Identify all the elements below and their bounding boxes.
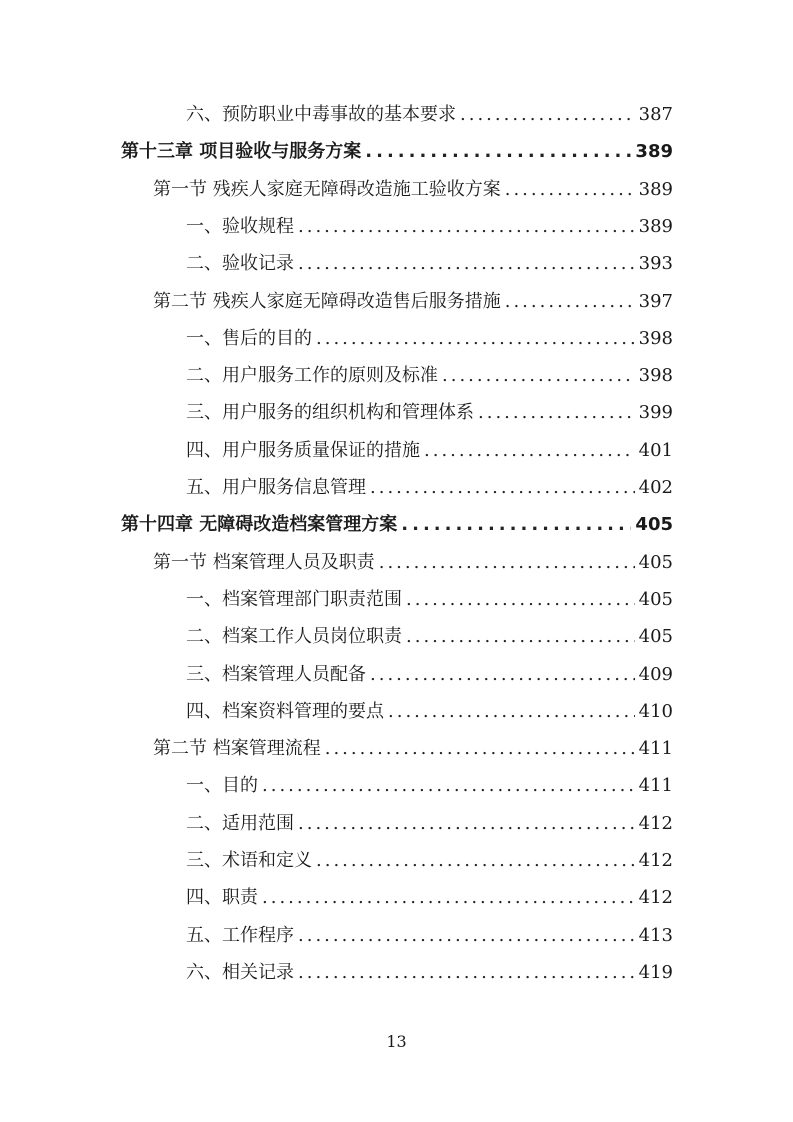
toc-entry-page: 405 [635, 514, 673, 536]
page-number: 13 [386, 1032, 407, 1051]
toc-entry-page: 387 [638, 104, 673, 125]
toc-entry-title: 一、售后的目的 [186, 327, 312, 349]
toc-section-entry[interactable] [153, 287, 673, 317]
toc-entry-page: 413 [638, 924, 673, 946]
toc-dot-leader [316, 324, 635, 354]
toc-entry-page: 412 [638, 850, 673, 871]
toc-dot-leader [298, 809, 635, 839]
toc-entry-page: 419 [638, 961, 673, 983]
toc-section-entry[interactable] [153, 734, 673, 764]
toc-entry-page: 410 [638, 700, 673, 722]
toc-entry-page: 411 [638, 738, 673, 760]
toc-entry-title: 五、工作程序 [186, 924, 294, 946]
toc-entry-page: 389 [638, 178, 673, 200]
toc-dot-leader [406, 622, 635, 652]
toc-dot-leader [505, 175, 635, 205]
toc-subsection-entry[interactable] [186, 212, 673, 242]
toc-entry-page: 409 [638, 663, 673, 685]
toc-entry-title: 第二节 残疾人家庭无障碍改造售后服务措施 [153, 290, 501, 312]
toc-chapter-entry[interactable] [121, 137, 673, 167]
toc-entry-title: 四、职责 [186, 887, 258, 909]
toc-entry-page: 412 [638, 887, 673, 909]
toc-dot-leader [424, 436, 635, 466]
toc-entry-page: 389 [638, 215, 673, 237]
toc-dot-leader [460, 100, 635, 130]
toc-subsection-entry[interactable] [186, 361, 673, 391]
toc-entry-page: 405 [638, 588, 673, 610]
toc-entry-page: 402 [638, 477, 673, 498]
toc-entry-title: 一、验收规程 [186, 215, 294, 237]
toc-dot-leader [325, 734, 635, 764]
toc-subsection-entry[interactable] [186, 958, 673, 988]
toc-subsection-entry[interactable] [186, 622, 673, 652]
toc-dot-leader [298, 921, 635, 951]
toc-subsection-entry[interactable] [186, 921, 673, 951]
toc-entry-page: 397 [638, 290, 673, 312]
toc-subsection-entry[interactable] [186, 249, 673, 279]
toc-entry-title: 第一节 档案管理人员及职责 [153, 551, 375, 573]
toc-entry-page: 398 [638, 327, 673, 349]
toc-dot-leader [388, 697, 635, 727]
toc-section-entry[interactable] [153, 548, 673, 578]
toc-entry-title: 二、适用范围 [186, 812, 294, 834]
toc-subsection-entry[interactable] [186, 324, 673, 354]
toc-entry-title: 五、用户服务信息管理 [186, 477, 366, 498]
toc-dot-leader [478, 398, 635, 428]
toc-entry-title: 二、档案工作人员岗位职责 [186, 626, 402, 648]
toc-dot-leader [365, 137, 631, 167]
toc-entry-title: 第十四章 无障碍改造档案管理方案 [121, 514, 398, 536]
toc-entry-page: 393 [638, 253, 673, 275]
toc-subsection-entry[interactable] [186, 100, 673, 130]
toc-entry-page: 405 [638, 551, 673, 573]
toc-entry-page: 401 [638, 439, 673, 461]
toc-dot-leader [406, 585, 635, 615]
toc-dot-leader [379, 548, 635, 578]
toc-entry-title: 四、用户服务质量保证的措施 [186, 439, 420, 461]
toc-dot-leader [370, 660, 635, 690]
toc-dot-leader [262, 883, 635, 913]
toc-entry-title: 三、用户服务的组织机构和管理体系 [186, 402, 474, 424]
toc-entry-title: 六、预防职业中毒事故的基本要求 [186, 104, 456, 125]
toc-entry-page: 399 [638, 402, 673, 424]
toc-subsection-entry[interactable] [186, 585, 673, 615]
toc-dot-leader [505, 287, 635, 317]
toc-entry-title: 二、验收记录 [186, 253, 294, 275]
toc-dot-leader [262, 771, 635, 801]
toc-entry-title: 三、术语和定义 [186, 850, 312, 871]
toc-dot-leader [298, 212, 635, 242]
toc-entry-title: 第二节 档案管理流程 [153, 738, 321, 760]
toc-entry-title: 第一节 残疾人家庭无障碍改造施工验收方案 [153, 178, 501, 200]
toc-subsection-entry[interactable] [186, 398, 673, 428]
toc-entry-title: 第十三章 项目验收与服务方案 [121, 141, 362, 163]
toc-entry-title: 四、档案资料管理的要点 [186, 700, 384, 722]
toc-dot-leader [316, 846, 635, 876]
toc-entry-title: 三、档案管理人员配备 [186, 663, 366, 685]
toc-subsection-entry[interactable] [186, 436, 673, 466]
toc-entry-page: 398 [638, 365, 673, 387]
toc-entry-title: 一、目的 [186, 775, 258, 797]
toc-dot-leader [442, 361, 635, 391]
toc-section-entry[interactable] [153, 175, 673, 205]
toc-subsection-entry[interactable] [186, 697, 673, 727]
toc-subsection-entry[interactable] [186, 846, 673, 876]
toc-subsection-entry[interactable] [186, 473, 673, 503]
toc-subsection-entry[interactable] [186, 883, 673, 913]
toc-entry-page: 405 [638, 626, 673, 648]
toc-subsection-entry[interactable] [186, 660, 673, 690]
toc-entry-title: 二、用户服务工作的原则及标准 [186, 365, 438, 387]
toc-chapter-entry[interactable] [121, 510, 673, 540]
toc-dot-leader [401, 510, 631, 540]
toc-dot-leader [370, 473, 635, 503]
toc-entry-page: 411 [638, 775, 673, 797]
toc-dot-leader [298, 249, 635, 279]
toc-subsection-entry[interactable] [186, 809, 673, 839]
toc-entry-title: 一、档案管理部门职责范围 [186, 588, 402, 610]
toc-entry-page: 389 [635, 141, 673, 163]
toc-entry-page: 412 [638, 812, 673, 834]
toc-dot-leader [298, 958, 635, 988]
toc-subsection-entry[interactable] [186, 771, 673, 801]
toc-entry-title: 六、相关记录 [186, 961, 294, 983]
